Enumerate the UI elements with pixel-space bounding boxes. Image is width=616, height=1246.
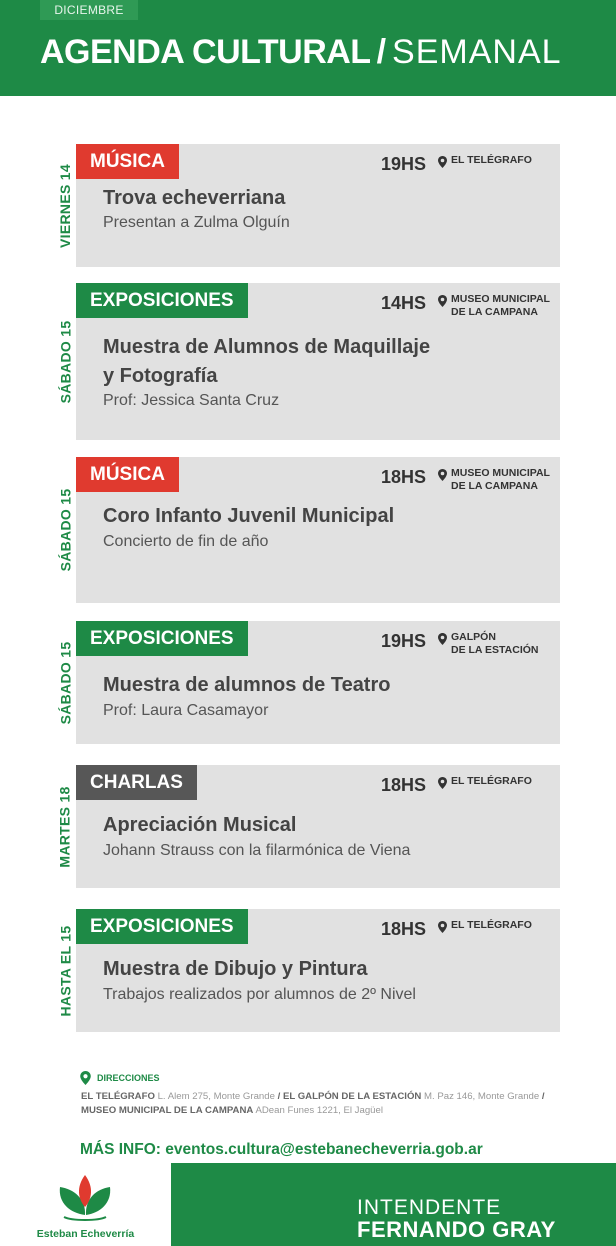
event-location	[438, 631, 539, 657]
event-card	[76, 765, 560, 888]
event-category: CHARLAS	[76, 765, 197, 800]
event-title: Coro Infanto Juvenil Municipal	[103, 505, 395, 527]
location-pin-icon	[438, 295, 447, 307]
location-pin-icon	[438, 633, 447, 645]
location-pin-icon	[438, 156, 447, 168]
direction-name: EL GALPÓN DE LA ESTACIÓN	[282, 1091, 422, 1102]
header-banner	[0, 0, 616, 96]
event-date	[54, 621, 76, 744]
event-date	[54, 144, 76, 267]
event-subtitle: Johann Strauss con la filarmónica de Viena	[103, 842, 411, 859]
event-card	[76, 283, 560, 440]
event-location-label: EL TELÉGRAFO	[451, 154, 532, 166]
location-pin-icon	[80, 1071, 91, 1085]
footer-banner	[0, 1163, 616, 1246]
event-location	[438, 293, 550, 319]
event-subtitle: Presentan a Zulma Olguín	[103, 214, 290, 231]
location-pin-icon	[438, 469, 447, 481]
event-card	[76, 144, 560, 267]
event-category: EXPOSICIONES	[76, 283, 248, 318]
event-category: EXPOSICIONES	[76, 621, 248, 656]
event-category: MÚSICA	[76, 457, 179, 492]
event-date-label: HASTA EL 15	[57, 925, 74, 1016]
event-item	[54, 457, 560, 603]
more-info	[80, 1141, 483, 1159]
location-pin-icon	[438, 921, 447, 933]
title-bold: AGENDA CULTURAL	[40, 33, 371, 71]
month-tag: DICIEMBRE	[40, 0, 138, 20]
event-location-label: MUSEO MUNICIPAL DE LA CAMPANA	[451, 293, 550, 318]
leaves-logo-icon	[0, 1163, 171, 1229]
event-date-label: SÁBADO 15	[57, 641, 73, 724]
event-date	[54, 457, 76, 603]
event-time: 19HS	[381, 154, 427, 174]
event-location-label: EL TELÉGRAFO	[451, 919, 532, 931]
event-time: 18HS	[381, 775, 427, 795]
event-location-label: EL TELÉGRAFO	[451, 775, 532, 787]
logo-text: Esteban Echeverría	[36, 1228, 135, 1240]
event-item	[54, 144, 560, 267]
municipality-logo	[0, 1163, 171, 1246]
event-subtitle: Concierto de fin de año	[103, 533, 269, 550]
direction-address: ADean Funes 1221, El Jagüel	[255, 1105, 383, 1116]
event-date-label: SÁBADO 15	[57, 488, 73, 572]
event-subtitle: Prof: Laura Casamayor	[103, 702, 269, 719]
more-info-email[interactable]: eventos.cultura@estebanecheverria.gob.ar	[165, 1141, 483, 1158]
event-date-label: SÁBADO 15	[57, 320, 73, 403]
directions-label: DIRECCIONES	[97, 1073, 160, 1083]
event-location-label: GALPÓN DE LA ESTACIÓN	[451, 631, 539, 656]
location-pin-icon	[438, 777, 447, 789]
event-card	[76, 621, 560, 744]
event-location	[438, 919, 532, 933]
direction-address: M. Paz 146, Monte Grande	[424, 1091, 540, 1102]
event-title: Trova echeverriana	[103, 187, 286, 209]
event-item	[54, 909, 560, 1032]
direction-name: EL TELÉGRAFO	[81, 1091, 155, 1102]
event-date-label: VIERNES 14	[57, 163, 73, 248]
event-item	[54, 621, 560, 744]
event-item	[54, 765, 560, 888]
title-light: SEMANAL	[392, 33, 562, 71]
event-time: 18HS	[381, 919, 427, 939]
event-item	[54, 283, 560, 440]
event-title: Muestra de alumnos de Teatro	[103, 674, 391, 696]
event-time: 18HS	[381, 467, 427, 487]
event-location	[438, 467, 550, 493]
event-location	[438, 775, 532, 789]
event-location-label: MUSEO MUNICIPAL DE LA CAMPANA	[451, 467, 550, 492]
event-date	[54, 283, 76, 440]
directions-heading	[80, 1071, 160, 1085]
event-category: EXPOSICIONES	[76, 909, 248, 944]
event-subtitle: Prof: Jessica Santa Cruz	[103, 392, 280, 409]
event-location	[438, 154, 532, 168]
direction-separator: /	[277, 1091, 281, 1102]
event-card	[76, 909, 560, 1032]
event-category: MÚSICA	[76, 144, 179, 179]
event-title: Muestra de Alumnos de Maquillaje y Fotografía	[103, 336, 431, 387]
more-info-label: MÁS INFO:	[80, 1141, 161, 1158]
title-separator: /	[376, 33, 387, 71]
event-title: Muestra de Dibujo y Pintura	[103, 958, 368, 980]
event-card	[76, 457, 560, 603]
event-time: 14HS	[381, 293, 427, 313]
event-date	[54, 765, 76, 888]
direction-address: L. Alem 275, Monte Grande	[157, 1091, 275, 1102]
event-title: Apreciación Musical	[103, 814, 297, 836]
event-date-label: MARTES 18	[57, 785, 73, 868]
direction-name: MUSEO MUNICIPAL DE LA CAMPANA	[81, 1105, 254, 1116]
page-title	[40, 32, 562, 72]
intendente-label: INTENDENTE	[357, 1196, 502, 1219]
directions-text	[81, 1090, 559, 1118]
event-date	[54, 909, 76, 1032]
event-time: 19HS	[381, 631, 427, 651]
direction-separator: /	[541, 1091, 545, 1102]
intendente-name: FERNANDO GRAY	[357, 1217, 556, 1242]
event-subtitle: Trabajos realizados por alumnos de 2º Nivel	[103, 986, 416, 1003]
